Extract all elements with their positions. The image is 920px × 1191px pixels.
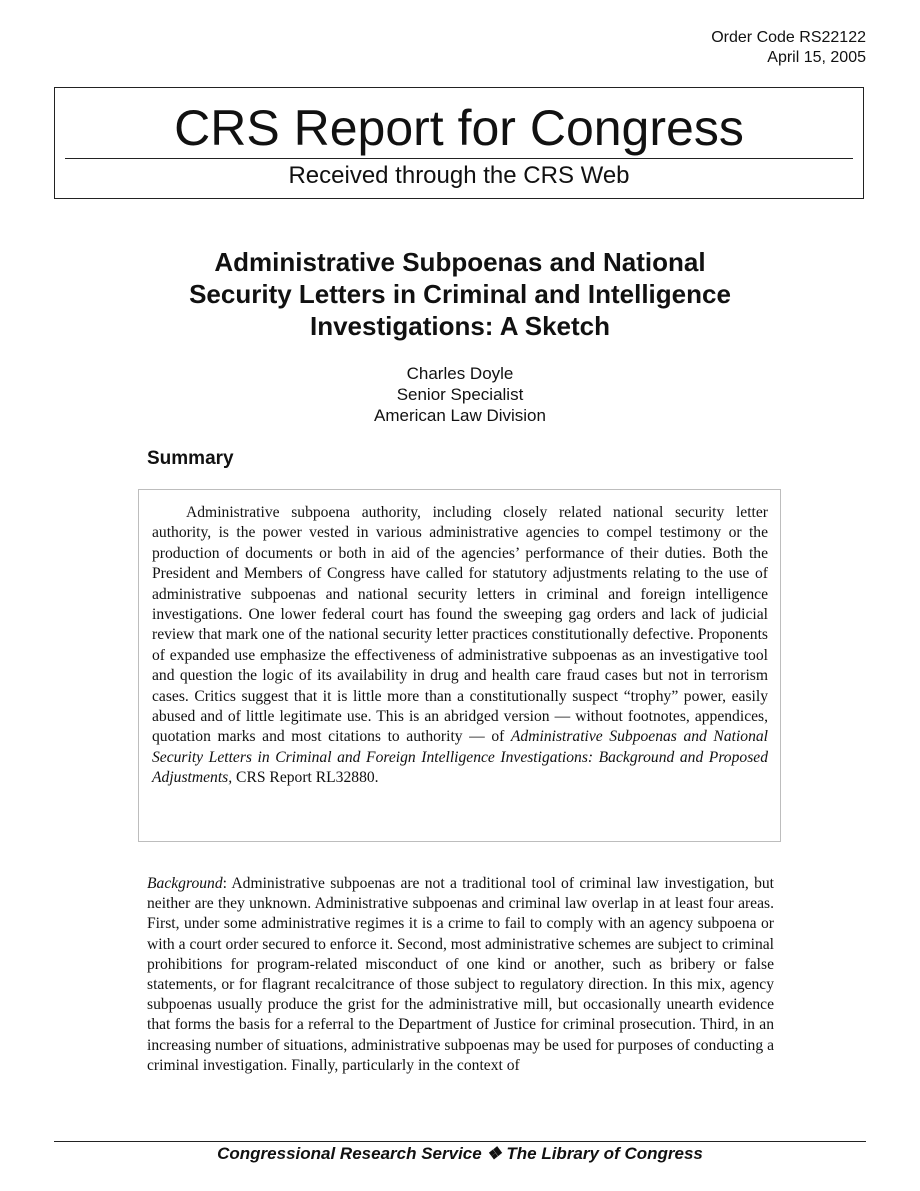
background-paragraph — [147, 874, 774, 1076]
author-name: Charles Doyle — [406, 364, 514, 383]
footer-divider — [54, 1141, 866, 1142]
author-block — [260, 363, 660, 426]
background-text: : Administrative subpoenas are not a traditional tool of criminal law investigation, but neither are they unknown. Administrative subpoenas and criminal law overlap in at least four areas. First, under some administrative regimes it is a crime to fail to comply with an agency subpoena or with a court order secured to enforce it. Second, most administrative schemes are subject to criminal prohibitions for program-related misconduct of one kind or another, such as bribery or false statements, or for flagrant recalcitrance of those subject to regulatory direction. In this mix, agency subpoenas usually produce the grist for the administrative mill, but occasionally unearth evidence that forms the basis for a referral to the Department of Justice for criminal prosecution. Third, in an increasing number of situations, administrative subpoenas may be used for purposes of conducting a criminal investigation. Finally, particularly in the context of — [147, 875, 774, 1074]
title-line: Security Letters in Criminal and Intelligence — [189, 279, 731, 309]
banner-title: CRS Report for Congress — [174, 100, 744, 156]
order-info — [711, 28, 866, 68]
summary-heading: Summary — [147, 448, 234, 469]
report-date: April 15, 2005 — [767, 49, 866, 66]
banner-subtitle: Received through the CRS Web — [288, 162, 630, 189]
banner-divider — [65, 158, 853, 159]
report-banner — [54, 87, 864, 199]
background-label: Background — [147, 875, 223, 892]
footer-text: Congressional Research Service ❖ The Library of Congress — [217, 1144, 703, 1163]
summary-body: Administrative subpoena authority, including closely related national security letter authority, is the power vested in various administrative agencies to compel testimony or the production of documents or both in aid of the agencies’ performance of their duties. Both the President and Members of Congress have called for statutory adjustments relating to the use of administrative subpoenas and national security letters in criminal and foreign intelligence investigations. One lower federal court has found the sweeping gag orders and lack of judicial review that mark one of the national security letter practices constitutionally defective. Proponents of expanded use emphasize the effectiveness of administrative subpoenas as an investigative tool and question the logic of its availability in drug and health care fraud cases but not in terrorism cases. Critics suggest that it is little more than a constitutionally suspect “trophy” power, easily abused and of little legitimate use. This is an abridged version — without footnotes, appendices, quotation marks and most citations to authority — of — [152, 504, 768, 746]
title-line: Investigations: A Sketch — [309, 311, 611, 341]
cited-report-title: Administrative Subpoenas and National Security Letters in Criminal and Foreign Intelligence Investigations: Background and Proposed Adjustments, — [152, 728, 768, 787]
author-division: American Law Division — [374, 406, 546, 425]
summary-box — [138, 489, 781, 842]
author-position: Senior Specialist — [396, 385, 524, 404]
summary-text — [152, 503, 768, 789]
document-title — [130, 246, 790, 342]
title-line: Administrative Subpoenas and National — [214, 247, 706, 277]
summary-citation: CRS Report RL32880. — [232, 769, 379, 787]
order-code: Order Code RS22122 — [711, 29, 866, 46]
